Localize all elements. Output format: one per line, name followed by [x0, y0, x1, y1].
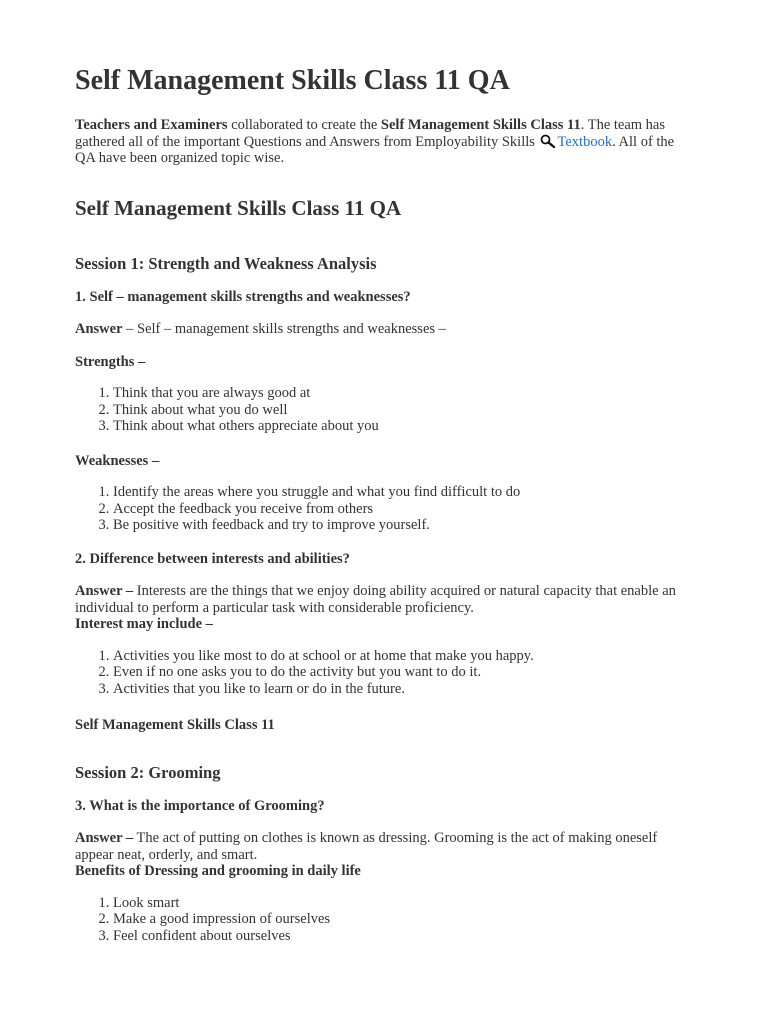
list-item: 3. Feel confident about ourselves: [113, 928, 693, 945]
search-icon[interactable]: [540, 134, 556, 148]
answer-3: [75, 830, 693, 863]
benefits-label: Benefits of Dressing and grooming in daily life: [75, 863, 361, 879]
intro-text-2: . The team has gathered all of the important Questions and Answers from Employability Skills: [75, 117, 666, 150]
list-item: 2. Even if no one asks you to do the activity but you want to do it.: [113, 664, 693, 681]
textbook-link[interactable]: Textbook: [557, 133, 613, 150]
strengths-label: Strengths –: [75, 353, 146, 370]
list-item: 2. Think about what you do well: [113, 402, 693, 419]
intro-bold-course: Self Management Skills Class 11: [380, 117, 581, 133]
weaknesses-label: Weaknesses –: [75, 452, 160, 469]
list-item: 3. Activities that you like to learn or do in the future.: [113, 681, 693, 698]
section-title: Self Management Skills Class 11 QA: [75, 195, 402, 220]
question-1: 1. Self – management skills strengths and weaknesses?: [75, 288, 411, 305]
answer-3-text: The act of putting on clothes is known as dressing. Grooming is the act of making oneself appear neat, orderly, and smart.: [75, 830, 658, 863]
answer-2-label: Answer –: [75, 583, 134, 599]
benefits-list: [75, 895, 693, 945]
answer-1: [75, 321, 693, 338]
answer-2: [75, 583, 693, 616]
session-1-footer: Self Management Skills Class 11: [75, 717, 275, 733]
strengths-list: [75, 385, 693, 435]
question-2: 2. Difference between interests and abilities?: [75, 550, 350, 567]
interest-label: Interest may include –: [75, 616, 213, 632]
list-item: 1. Think that you are always good at: [113, 385, 693, 402]
session-1-heading: Session 1: Strength and Weakness Analysis: [75, 253, 377, 273]
answer-3-label: Answer –: [75, 830, 134, 846]
answer-1-text: – Self – management skills strengths and weaknesses –: [122, 321, 446, 337]
list-item: 3. Be positive with feedback and try to improve yourself.: [113, 517, 693, 534]
list-item: 1. Identify the areas where you struggle and what you find difficult to do: [113, 484, 693, 501]
list-item: 2. Make a good impression of ourselves: [113, 911, 693, 928]
list-item: 1. Activities you like most to do at school or at home that make you happy.: [113, 648, 693, 665]
question-3: 3. What is the importance of Grooming?: [75, 797, 325, 814]
intro-text-1: collaborated to create the: [227, 117, 381, 133]
list-item: 2. Accept the feedback you receive from others: [113, 501, 693, 518]
page-title: Self Management Skills Class 11 QA: [75, 65, 510, 96]
intro-paragraph: [75, 117, 693, 167]
weaknesses-list: [75, 484, 693, 534]
list-item: 3. Think about what others appreciate about you: [113, 418, 693, 435]
session-2-heading: Session 2: Grooming: [75, 762, 221, 782]
intro-text-3: . All of the QA have been organized topic wise.: [75, 133, 675, 166]
answer-1-label: Answer: [75, 321, 123, 337]
list-item: 1. Look smart: [113, 895, 693, 912]
intro-bold-teachers: Teachers and Examiners: [75, 117, 228, 133]
interests-list: [75, 648, 693, 698]
answer-2-text: Interests are the things that we enjoy doing ability acquired or natural capacity that enable an individual to perform a particular task with considerable proficiency.: [75, 583, 676, 616]
